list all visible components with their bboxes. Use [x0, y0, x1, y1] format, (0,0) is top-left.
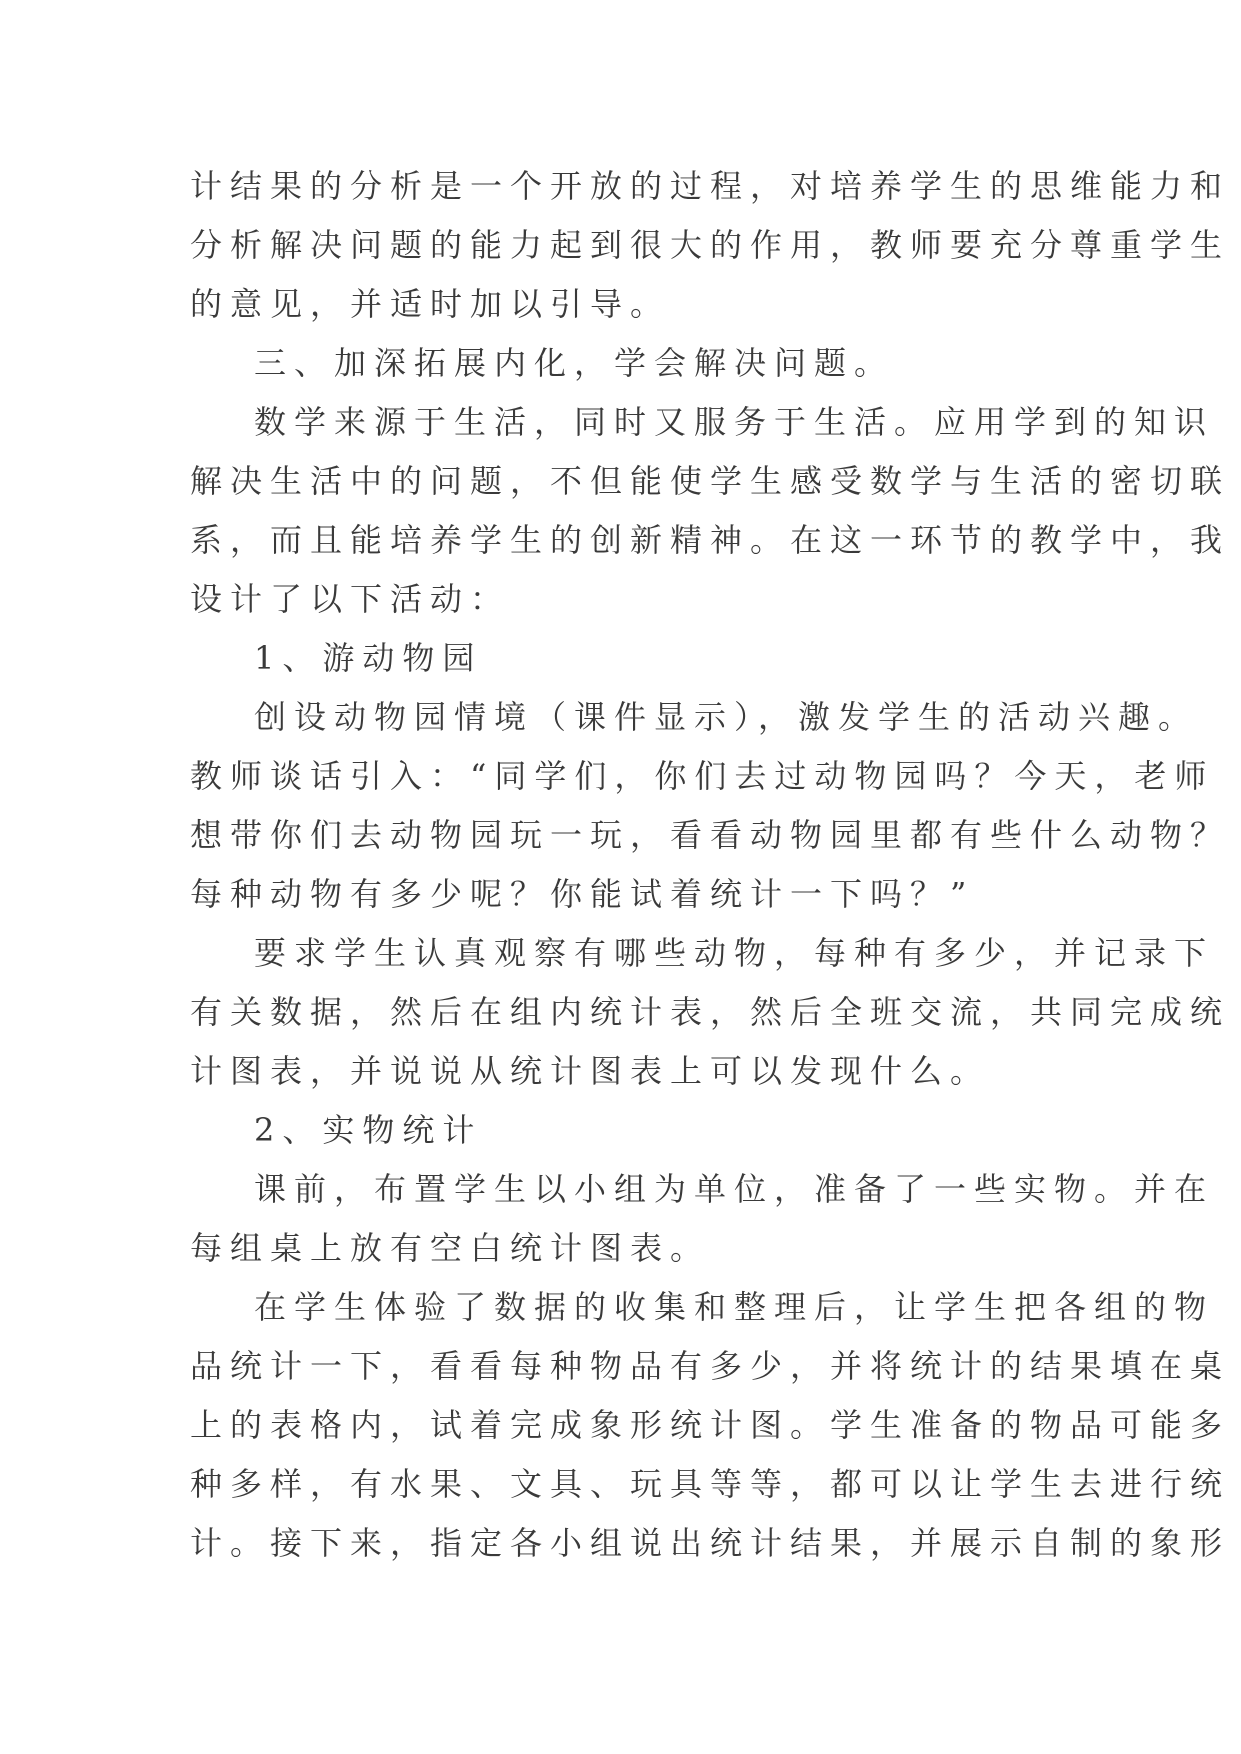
text-line: 解决生活中的问题，不但能使学生感受数学与生活的密切联 — [190, 462, 1231, 500]
text-line: 每组桌上放有空白统计图表。 — [190, 1229, 711, 1267]
text-line: 1、游动物园 — [254, 639, 483, 677]
text-line: 三、加深拓展内化，学会解决问题。 — [254, 344, 895, 382]
text-line: 在学生体验了数据的收集和整理后，让学生把各组的物 — [254, 1288, 1215, 1326]
text-line: 教师谈话引入：“同学们，你们去过动物园吗？今天，老师 — [190, 757, 1215, 795]
text-line: 计结果的分析是一个开放的过程，对培养学生的思维能力和 — [190, 167, 1231, 205]
text-line: 创设动物园情境（课件显示），激发学生的活动兴趣。 — [254, 698, 1199, 736]
text-line: 有关数据，然后在组内统计表，然后全班交流，共同完成统 — [190, 993, 1231, 1031]
body-text — [190, 157, 1231, 1573]
text-line: 系，而且能培养学生的创新精神。在这一环节的教学中，我 — [190, 521, 1231, 559]
text-line: 设计了以下活动： — [190, 580, 511, 618]
text-line: 品统计一下，看看每种物品有多少，并将统计的结果填在桌 — [190, 1347, 1231, 1385]
text-line: 的意见，并适时加以引导。 — [190, 285, 671, 323]
text-line: 要求学生认真观察有哪些动物，每种有多少，并记录下 — [254, 934, 1215, 972]
text-line: 想带你们去动物园玩一玩，看看动物园里都有些什么动物？ — [190, 816, 1231, 854]
text-line: 上的表格内，试着完成象形统计图。学生准备的物品可能多 — [190, 1406, 1231, 1444]
text-line: 分析解决问题的能力起到很大的作用，教师要充分尊重学生 — [190, 226, 1231, 264]
text-line: 数学来源于生活，同时又服务于生活。应用学到的知识 — [254, 403, 1215, 441]
text-line: 计。接下来，指定各小组说出统计结果，并展示自制的象形 — [190, 1524, 1231, 1562]
text-line: 种多样，有水果、文具、玩具等等，都可以让学生去进行统 — [190, 1465, 1231, 1503]
text-line: 课前，布置学生以小组为单位，准备了一些实物。并在 — [254, 1170, 1215, 1208]
text-line: 2、实物统计 — [254, 1111, 483, 1149]
text-line: 每种动物有多少呢？你能试着统计一下吗？” — [190, 875, 975, 913]
text-line: 计图表，并说说从统计图表上可以发现什么。 — [190, 1052, 991, 1090]
